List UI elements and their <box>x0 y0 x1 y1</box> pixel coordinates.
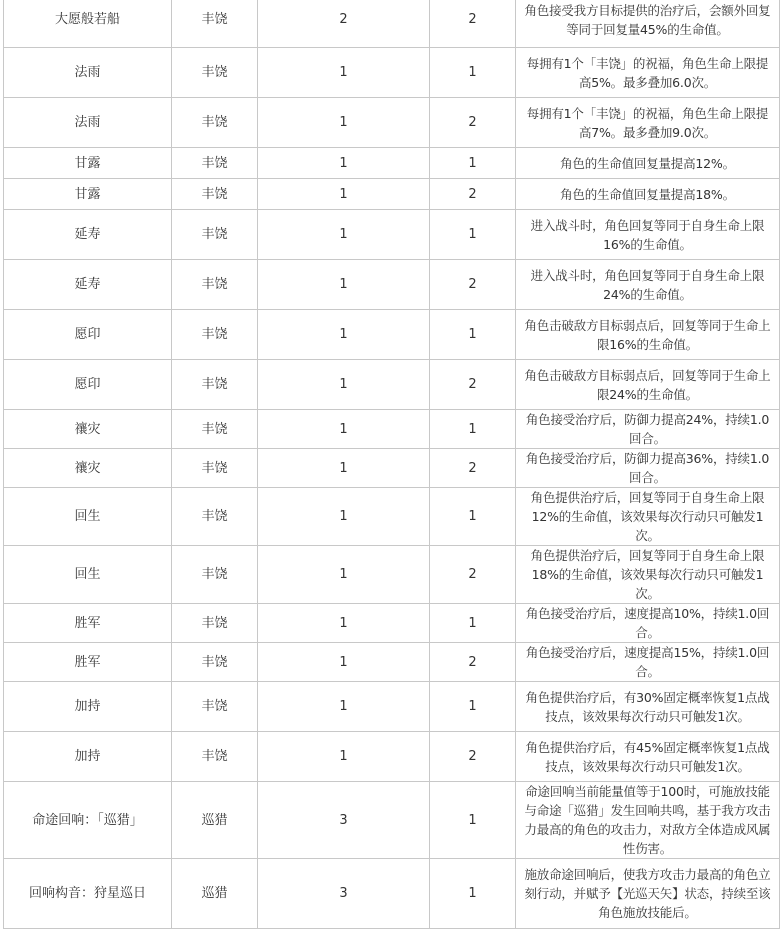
rarity-cell: 1 <box>258 410 430 449</box>
path-cell: 丰饶 <box>172 210 258 260</box>
blessing-name-cell: 回响构音：狩星巡日 <box>4 859 172 929</box>
path-cell: 丰饶 <box>172 488 258 546</box>
level-cell: 1 <box>430 48 516 98</box>
table-row <box>4 260 780 310</box>
table-row <box>4 48 780 98</box>
path-cell: 丰饶 <box>172 48 258 98</box>
blessing-name-cell: 延寿 <box>4 210 172 260</box>
effect-description-cell: 施放命途回响后，使我方攻击力最高的角色立刻行动，并赋予【光巡天矢】状态，持续至该角色施放技能后。 <box>516 859 780 929</box>
table-row <box>4 210 780 260</box>
rarity-cell: 1 <box>258 179 430 210</box>
table-row <box>4 604 780 643</box>
effect-description-cell: 角色的生命值回复量提高18%。 <box>516 179 780 210</box>
path-cell: 丰饶 <box>172 360 258 410</box>
table-row <box>4 360 780 410</box>
effect-description-cell: 角色接受治疗后，防御力提高36%，持续1.0回合。 <box>516 449 780 488</box>
table-row <box>4 148 780 179</box>
table-row <box>4 488 780 546</box>
effect-description-cell: 角色提供治疗后，回复等同于自身生命上限12%的生命值，该效果每次行动只可触发1次。 <box>516 488 780 546</box>
effect-description-cell: 进入战斗时，角色回复等同于自身生命上限24%的生命值。 <box>516 260 780 310</box>
table-row <box>4 449 780 488</box>
rarity-cell: 2 <box>258 0 430 48</box>
rarity-cell: 1 <box>258 360 430 410</box>
effect-description-cell: 角色接受治疗后，速度提高15%，持续1.0回合。 <box>516 643 780 682</box>
level-cell: 2 <box>430 732 516 782</box>
blessing-name-cell: 回生 <box>4 488 172 546</box>
level-cell: 2 <box>430 643 516 682</box>
table-row <box>4 732 780 782</box>
rarity-cell: 1 <box>258 48 430 98</box>
level-cell: 2 <box>430 260 516 310</box>
path-cell: 丰饶 <box>172 260 258 310</box>
rarity-cell: 1 <box>258 682 430 732</box>
rarity-cell: 3 <box>258 782 430 859</box>
effect-description-cell: 角色提供治疗后，有45%固定概率恢复1点战技点，该效果每次行动只可触发1次。 <box>516 732 780 782</box>
effect-description-cell: 每拥有1个「丰饶」的祝福，角色生命上限提高5%。最多叠加6.0次。 <box>516 48 780 98</box>
table-wrapper <box>3 0 780 929</box>
blessing-name-cell: 法雨 <box>4 98 172 148</box>
blessing-name-cell: 禳灾 <box>4 410 172 449</box>
rarity-cell: 1 <box>258 643 430 682</box>
rarity-cell: 1 <box>258 310 430 360</box>
effect-description-cell: 角色击破敌方目标弱点后，回复等同于生命上限24%的生命值。 <box>516 360 780 410</box>
rarity-cell: 1 <box>258 604 430 643</box>
rarity-cell: 1 <box>258 98 430 148</box>
blessing-name-cell: 甘露 <box>4 148 172 179</box>
path-cell: 丰饶 <box>172 179 258 210</box>
rarity-cell: 1 <box>258 449 430 488</box>
blessing-name-cell: 命途回响：「巡猎」 <box>4 782 172 859</box>
table-row <box>4 782 780 859</box>
effect-description-cell: 角色击破敌方目标弱点后，回复等同于生命上限16%的生命值。 <box>516 310 780 360</box>
path-cell: 巡猎 <box>172 859 258 929</box>
blessing-name-cell: 法雨 <box>4 48 172 98</box>
table-row <box>4 98 780 148</box>
table-body <box>4 0 780 929</box>
rarity-cell: 1 <box>258 546 430 604</box>
level-cell: 2 <box>430 546 516 604</box>
path-cell: 丰饶 <box>172 0 258 48</box>
rarity-cell: 3 <box>258 859 430 929</box>
effect-description-cell: 角色提供治疗后，有30%固定概率恢复1点战技点，该效果每次行动只可触发1次。 <box>516 682 780 732</box>
rarity-cell: 1 <box>258 488 430 546</box>
path-cell: 丰饶 <box>172 310 258 360</box>
blessing-name-cell: 愿印 <box>4 360 172 410</box>
effect-description-cell: 角色的生命值回复量提高12%。 <box>516 148 780 179</box>
blessing-name-cell: 回生 <box>4 546 172 604</box>
level-cell: 1 <box>430 148 516 179</box>
level-cell: 1 <box>430 488 516 546</box>
path-cell: 丰饶 <box>172 98 258 148</box>
rarity-cell: 1 <box>258 732 430 782</box>
level-cell: 1 <box>430 682 516 732</box>
level-cell: 2 <box>430 98 516 148</box>
level-cell: 1 <box>430 604 516 643</box>
path-cell: 丰饶 <box>172 682 258 732</box>
effect-description-cell: 角色接受我方目标提供的治疗后，会额外回复等同于回复量45%的生命值。 <box>516 0 780 48</box>
blessing-name-cell: 禳灾 <box>4 449 172 488</box>
path-cell: 丰饶 <box>172 410 258 449</box>
effect-description-cell: 命途回响当前能量值等于100时，可施放技能与命途「巡猎」发生回响共鸣，基于我方攻击力最高的角色的攻击力，对敌方全体造成风属性伤害。 <box>516 782 780 859</box>
blessing-name-cell: 胜军 <box>4 604 172 643</box>
level-cell: 1 <box>430 782 516 859</box>
table-row <box>4 546 780 604</box>
level-cell: 2 <box>430 449 516 488</box>
level-cell: 2 <box>430 0 516 48</box>
level-cell: 2 <box>430 360 516 410</box>
level-cell: 1 <box>430 210 516 260</box>
effect-description-cell: 角色提供治疗后，回复等同于自身生命上限18%的生命值，该效果每次行动只可触发1次。 <box>516 546 780 604</box>
blessing-name-cell: 延寿 <box>4 260 172 310</box>
blessing-name-cell: 胜军 <box>4 643 172 682</box>
rarity-cell: 1 <box>258 210 430 260</box>
table-row <box>4 859 780 929</box>
effect-description-cell: 角色接受治疗后，防御力提高24%，持续1.0回合。 <box>516 410 780 449</box>
blessing-name-cell: 甘露 <box>4 179 172 210</box>
table-row <box>4 410 780 449</box>
effect-description-cell: 进入战斗时，角色回复等同于自身生命上限16%的生命值。 <box>516 210 780 260</box>
path-cell: 丰饶 <box>172 546 258 604</box>
path-cell: 丰饶 <box>172 449 258 488</box>
level-cell: 1 <box>430 410 516 449</box>
blessing-name-cell: 加持 <box>4 732 172 782</box>
table-row <box>4 682 780 732</box>
table-row <box>4 179 780 210</box>
level-cell: 1 <box>430 859 516 929</box>
rarity-cell: 1 <box>258 148 430 179</box>
rarity-cell: 1 <box>258 260 430 310</box>
table-row <box>4 310 780 360</box>
level-cell: 1 <box>430 310 516 360</box>
blessing-name-cell: 愿印 <box>4 310 172 360</box>
level-cell: 2 <box>430 179 516 210</box>
path-cell: 丰饶 <box>172 643 258 682</box>
blessing-name-cell: 加持 <box>4 682 172 732</box>
path-cell: 丰饶 <box>172 148 258 179</box>
effect-description-cell: 每拥有1个「丰饶」的祝福，角色生命上限提高7%。最多叠加9.0次。 <box>516 98 780 148</box>
path-cell: 丰饶 <box>172 732 258 782</box>
blessing-table <box>3 0 780 929</box>
blessing-name-cell: 大愿般若船 <box>4 0 172 48</box>
effect-description-cell: 角色接受治疗后，速度提高10%，持续1.0回合。 <box>516 604 780 643</box>
table-row <box>4 0 780 48</box>
table-row <box>4 643 780 682</box>
path-cell: 丰饶 <box>172 604 258 643</box>
path-cell: 巡猎 <box>172 782 258 859</box>
